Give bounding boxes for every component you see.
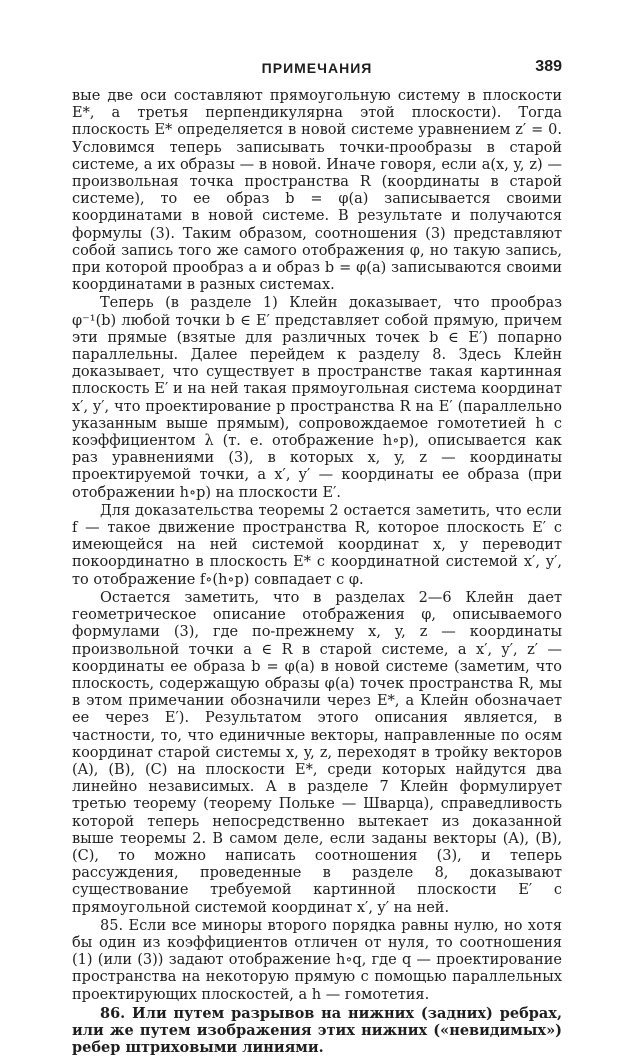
note-86: 86. Или путем разрывов на нижних (задних) ребрах, или же путем изображения этих нижних («невидимых») ребер штриховыми линиями.: [72, 1004, 562, 1056]
running-header: [72, 58, 562, 80]
paragraph-continuation: вые две оси составляют прямоугольную систему в плоскости E*, а третья перпендикулярна этой плоскости). Тогда плоскость E* определяется в новой системе уравнением z′ = 0. Условимся теперь записывать точки-прообразы в старой системе, а их образы — в новой. Иначе говоря, если a(x, y, z) — произвольная точка пространства R (координаты в старой системе), то ее образ b = φ(a) записывается своими координатами в новой системе. В результате и получаются формулы (3). Таким образом, соотношения (3) представляют собой запись того же самого отображения φ, но такую запись, при которой прообраз a и образ b = φ(a) записываются своими координатами в разных системах.: [72, 88, 562, 294]
body-text: [72, 88, 562, 1056]
paragraph: Остается заметить, что в разделах 2—6 Клейн дает геометрическое описание отображения φ, описываемого формулами (3), где по-прежнему x, y, z — координаты произвольной точки a ∈ R в старой системе, а x′, y′, z′ — координаты ее образа b = φ(a) в новой системе (заметим, что плоскость, содержащую образы φ(a) точек пространства R, мы в этом примечании обозначили через E*, а Клейн обозначает ее через E′). Результатом этого описания является, в частности, то, что единичные векторы, направленные по осям координат старой системы x, y, z, переходят в тройку векторов (A), (B), (C) на плоскости E*, среди которых найдутся два линейно независимых. А в разделе 7 Клейн формулирует третью теорему (теорему Польке — Шварца), справедливость которой теперь непосредственно вытекает из доказанной выше теоремы 2. В самом деле, если заданы векторы (A), (B), (C), то можно написать соотношения (3), и теперь рассуждения, проведенные в разделе 8, доказывают существование требуемой картинной плоскости E′ с прямоугольной системой координат x′, y′ на ней.: [72, 589, 562, 916]
note-85: 85. Если все миноры второго порядка равны нулю, но хотя бы один из коэффициентов отличен от нуля, то соотношения (1) (или (3)) задают отображение h∘q, где q — проектирование пространства на некоторую прямую с помощью параллельных проектирующих плоскостей, а h — гомотетия.: [72, 917, 562, 1003]
page: [72, 58, 562, 1056]
page-number: 389: [535, 58, 562, 75]
header-title: ПРИМЕЧАНИЯ: [261, 60, 373, 76]
paragraph: Теперь (в разделе 1) Клейн доказывает, что прообраз φ⁻¹(b) любой точки b ∈ E′ представляет собой прямую, причем эти прямые (взятые для различных точек b ∈ E′) попарно параллельны. Далее перейдем к разделу 8. Здесь Клейн доказывает, что существует в пространстве такая картинная плоскость E′ и на ней такая прямоугольная система координат x′, y′, что проектирование p пространства R на E′ (параллельно указанным выше прямым), сопровождаемое гомотетией h с коэффициентом λ (т. е. отображение h∘p), описывается как раз уравнениями (3), в которых x, y, z — координаты проектируемой точки, а x′, y′ — координаты ее образа (при отображении h∘p) на плоскости E′.: [72, 295, 562, 501]
paragraph: Для доказательства теоремы 2 остается заметить, что если f — такое движение пространства R, которое плоскость E′ с имеющейся на ней системой координат x, y переводит покоординатно в плоскость E* с координатной системой x′, y′, то отображение f∘(h∘p) совпадает с φ.: [72, 502, 562, 588]
